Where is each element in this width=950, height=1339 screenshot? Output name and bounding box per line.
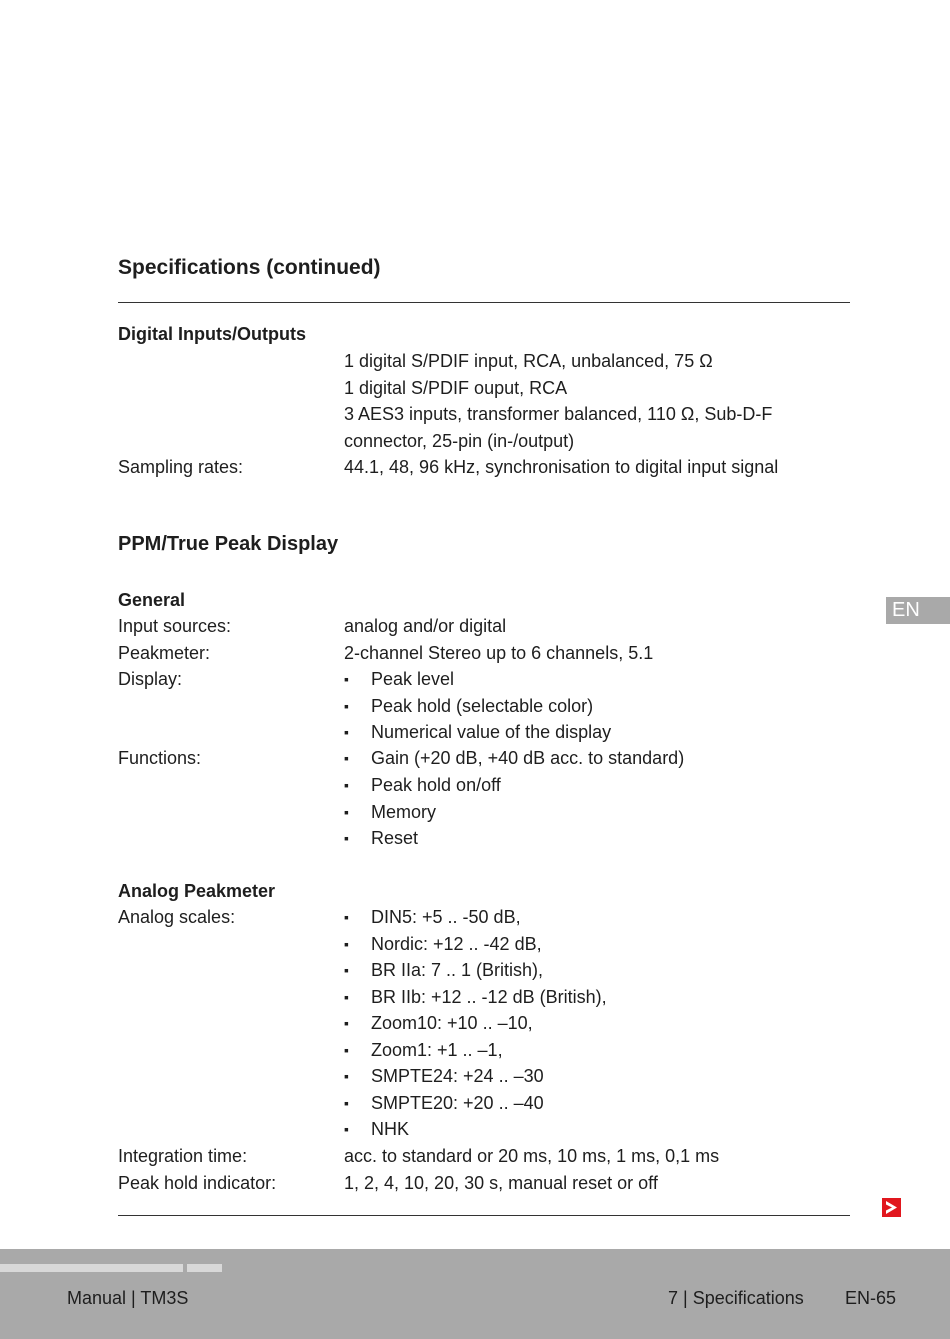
scale-item: BR IIb: +12 .. -12 dB (British), (371, 987, 607, 1007)
list-item (344, 904, 521, 930)
function-item: Memory (371, 802, 437, 822)
bullet-icon: ▪ (344, 909, 349, 925)
language-tab[interactable]: EN (886, 597, 950, 624)
list-item (344, 666, 454, 692)
footer-manual-title: Manual | TM3S (67, 1288, 189, 1308)
bullet-icon: ▪ (344, 804, 349, 820)
list-item (344, 799, 436, 825)
integration-time-label: Integration time: (118, 1146, 248, 1166)
progress-bar-segment (187, 1264, 222, 1272)
list-item (344, 1116, 409, 1142)
digital-io-heading: Digital Inputs/Outputs (118, 324, 306, 344)
bullet-icon: ▪ (344, 989, 349, 1005)
functions-label: Functions: (118, 748, 202, 768)
bullet-icon: ▪ (344, 777, 349, 793)
bullet-icon: ▪ (344, 1121, 349, 1137)
ppm-section-heading: PPM/True Peak Display (118, 533, 339, 555)
function-item: Peak hold on/off (371, 775, 501, 795)
bullet-icon: ▪ (344, 1042, 349, 1058)
input-sources-value: analog and/or digital (344, 616, 507, 636)
top-divider (118, 302, 850, 303)
peak-hold-indicator-label: Peak hold indicator: (118, 1173, 277, 1193)
list-item (344, 957, 543, 983)
general-heading: General (118, 590, 186, 610)
function-item: Reset (371, 828, 419, 848)
bullet-icon: ▪ (344, 936, 349, 952)
peakmeter-value: 2-channel Stereo up to 6 channels, 5.1 (344, 643, 654, 663)
input-sources-label: Input sources: (118, 616, 232, 636)
bullet-icon: ▪ (344, 962, 349, 978)
list-item (344, 931, 542, 957)
digital-io-line: 3 AES3 inputs, transformer balanced, 110 Ω, Sub-D-F (344, 404, 773, 424)
list-item (344, 693, 593, 719)
digital-io-line: connector, 25-pin (in-/output) (344, 431, 575, 451)
scale-item: Nordic: +12 .. -42 dB, (371, 934, 542, 954)
next-page-arrow-icon[interactable] (882, 1198, 901, 1217)
analog-peakmeter-heading: Analog Peakmeter (118, 881, 276, 901)
footer-section: 7 | Specifications (668, 1288, 804, 1308)
display-label: Display: (118, 669, 183, 689)
list-item (344, 1037, 503, 1063)
list-item (344, 719, 611, 745)
scale-item: SMPTE20: +20 .. –40 (371, 1093, 544, 1113)
peak-hold-indicator-value: 1, 2, 4, 10, 20, 30 s, manual reset or off (344, 1173, 658, 1193)
peakmeter-label: Peakmeter: (118, 643, 211, 663)
digital-io-line: 1 digital S/PDIF ouput, RCA (344, 378, 568, 398)
bullet-icon: ▪ (344, 671, 349, 687)
bottom-divider (118, 1215, 850, 1216)
list-item (344, 772, 501, 798)
page-title: Specifications (continued) (118, 256, 381, 279)
bullet-icon: ▪ (344, 724, 349, 740)
bullet-icon: ▪ (344, 698, 349, 714)
list-item (344, 825, 418, 851)
analog-scales-label: Analog scales: (118, 907, 236, 927)
bullet-icon: ▪ (344, 1015, 349, 1031)
scale-item: SMPTE24: +24 .. –30 (371, 1066, 544, 1086)
scale-item: DIN5: +5 .. -50 dB, (371, 907, 521, 927)
display-item: Numerical value of the display (371, 722, 612, 742)
list-item (344, 984, 607, 1010)
list-item (344, 745, 684, 771)
digital-io-line: 1 digital S/PDIF input, RCA, unbalanced, 75 Ω (344, 351, 713, 371)
list-item (344, 1010, 533, 1036)
bullet-icon: ▪ (344, 830, 349, 846)
function-item: Gain (+20 dB, +40 dB acc. to standard) (371, 748, 685, 768)
scale-item: Zoom10: +10 .. –10, (371, 1013, 533, 1033)
sampling-rates-value: 44.1, 48, 96 kHz, synchronisation to digital input signal (344, 457, 779, 477)
list-item (344, 1090, 544, 1116)
list-item (344, 1063, 544, 1089)
progress-bar-segment (0, 1264, 183, 1272)
scale-item: NHK (371, 1119, 410, 1139)
sampling-rates-label: Sampling rates: (118, 457, 244, 477)
display-item: Peak level (371, 669, 455, 689)
integration-time-value: acc. to standard or 20 ms, 10 ms, 1 ms, 0,1 ms (344, 1146, 720, 1166)
footer-page-number: EN-65 (845, 1288, 897, 1308)
bullet-icon: ▪ (344, 750, 349, 766)
bullet-icon: ▪ (344, 1068, 349, 1084)
display-item: Peak hold (selectable color) (371, 696, 594, 716)
scale-item: BR IIa: 7 .. 1 (British), (371, 960, 544, 980)
bullet-icon: ▪ (344, 1095, 349, 1111)
scale-item: Zoom1: +1 .. –1, (371, 1040, 503, 1060)
arrow-right-icon (882, 1198, 901, 1217)
